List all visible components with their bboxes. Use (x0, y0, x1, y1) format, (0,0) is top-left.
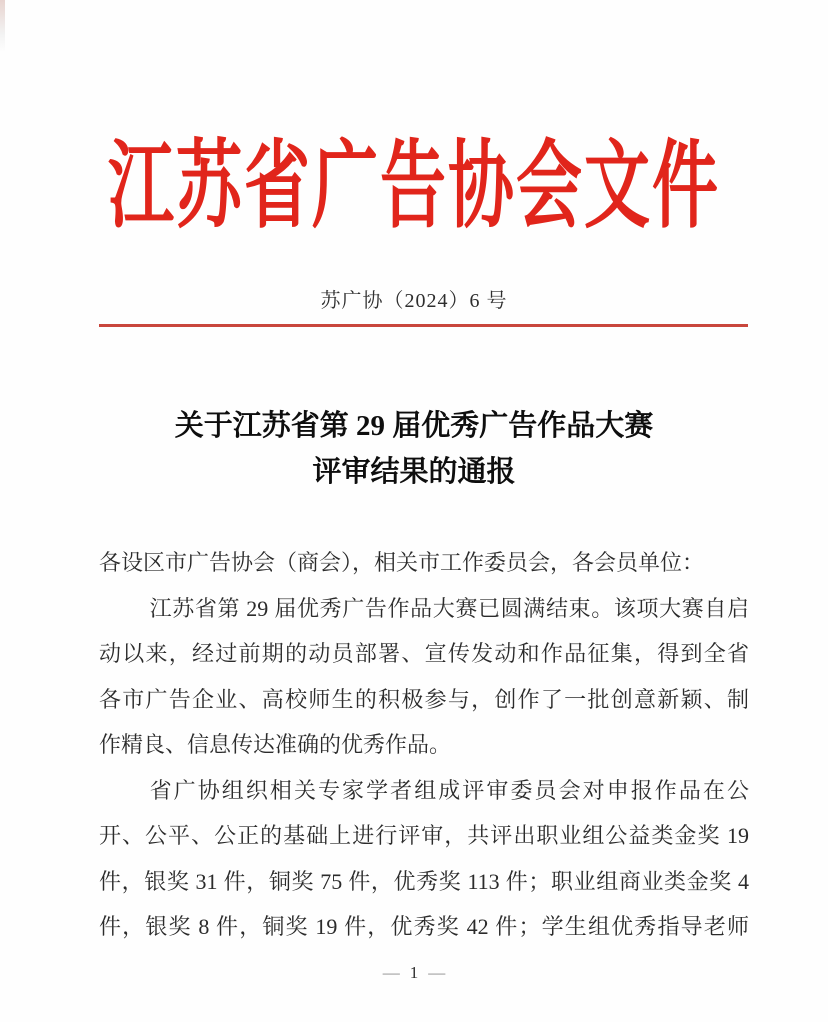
red-divider-line (99, 324, 748, 327)
body-line: 江苏省第 29 届优秀广告作品大赛已圆满结束。该项大赛自启 (149, 595, 749, 621)
page-number-value: 1 (409, 963, 419, 982)
body-line: 件，银奖 31 件，铜奖 75 件，优秀奖 113 件；职业组商业类金奖 4 (99, 868, 749, 894)
page-number-dash-left: — (382, 963, 400, 982)
body-line: 开、公平、公正的基础上进行评审，共评出职业组公益类金奖 19 (99, 823, 749, 848)
body-line: 件，银奖 8 件，铜奖 19 件，优秀奖 42 件；学生组优秀指导老师 (99, 914, 749, 939)
document-number: 苏广协（2024）6 号 (320, 290, 508, 312)
body-line: 省广协组织相关专家学者组成评审委员会对申报作品在公 (149, 777, 749, 803)
page-number-dash-right: — (428, 963, 446, 982)
scan-edge-artifact (0, 0, 5, 52)
red-header (0, 134, 828, 241)
document-body (99, 540, 749, 950)
body-line: 动以来，经过前期的动员部署、宣传发动和作品征集，得到全省 (99, 641, 749, 666)
page-number (0, 963, 828, 983)
body-line: 作精良、信息传达准确的优秀作品。 (99, 732, 452, 757)
document-title (0, 403, 828, 495)
document-title-line2: 评审结果的通报 (312, 456, 516, 488)
body-line: 各市广告企业、高校师生的积极参与，创作了一批创意新颖、制 (99, 686, 749, 712)
org-title: 江苏省广告协会文件 (108, 134, 720, 241)
salutation-line: 各设区市广告协会（商会），相关市工作委员会，各会员单位： (99, 550, 705, 575)
document-title-line1: 关于江苏省第 29 届优秀广告作品大赛 (174, 410, 654, 442)
